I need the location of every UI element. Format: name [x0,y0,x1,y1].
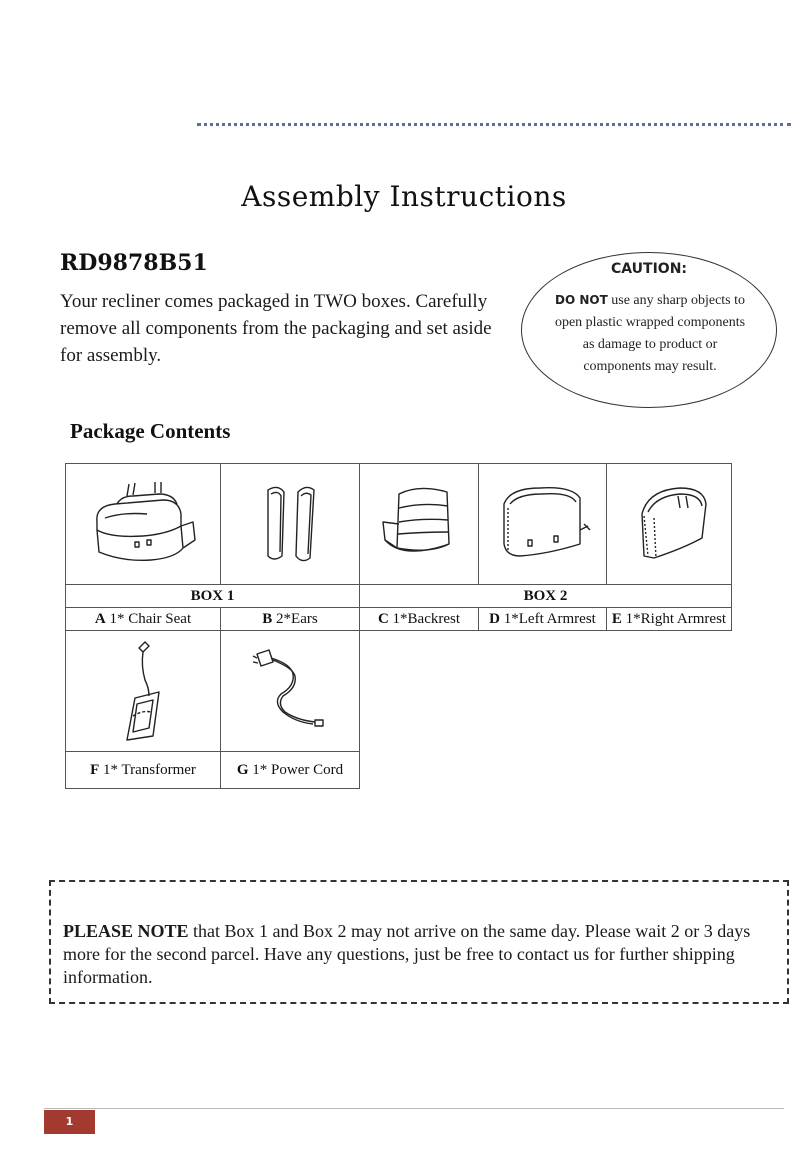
backrest-icon [369,474,469,574]
chair-seat-icon [83,474,203,574]
model-number: RD9878B51 [60,250,208,276]
page-number: 1 [44,1110,95,1134]
table-row [66,631,732,752]
intro-paragraph: Your recliner comes packaged in TWO boxes. Carefully remove all components from the packaging and set aside for assembly. [60,291,492,366]
part-b-label: B 2*Ears [221,608,360,631]
note-text: that Box 1 and Box 2 may not arrive on the same day. Please wait 2 or 3 days more for the second parcel. Have any questions, just be free to contact us for further shipping information. [63,921,751,987]
table-row [66,585,732,608]
table-row [66,608,732,631]
part-image-cell [607,464,732,585]
right-armrest-icon [614,474,724,574]
part-e-label: E 1*Right Armrest [607,608,732,631]
part-image-cell [66,631,221,752]
package-contents-table [65,463,732,789]
ears-icon [240,474,340,574]
footer-rule [44,1108,784,1109]
page-title: Assembly Instructions [241,180,567,213]
note-emphasis: PLEASE NOTE [63,921,189,941]
part-g-label: G 1* Power Cord [221,752,360,789]
table-row [66,752,732,789]
table-row [66,464,732,585]
caution-callout [521,252,777,408]
part-d-label: D 1*Left Armrest [479,608,607,631]
part-image-cell [221,631,360,752]
transformer-icon [93,636,193,746]
part-c-label: C 1*Backrest [360,608,479,631]
shipping-note-box [49,880,789,1004]
shipping-note [63,920,775,989]
part-f-label: F 1* Transformer [66,752,221,789]
power-cord-icon [235,636,345,746]
box-2-label: BOX 2 [360,585,732,608]
caution-text: use any sharp objects to open plastic wrapped components as damage to product or components may result. [554,293,746,374]
caution-title: CAUTION: [610,261,688,277]
left-armrest-icon [488,474,598,574]
part-image-cell [360,464,479,585]
part-image-cell [221,464,360,585]
part-a-label: A 1* Chair Seat [66,608,221,631]
part-image-cell [66,464,221,585]
header-dotted-rule [197,123,791,126]
box-1-label: BOX 1 [66,585,360,608]
caution-emphasis: DO NOT [554,293,608,307]
caution-body [550,289,750,378]
package-contents-heading: Package Contents [70,419,231,443]
part-image-cell [479,464,607,585]
